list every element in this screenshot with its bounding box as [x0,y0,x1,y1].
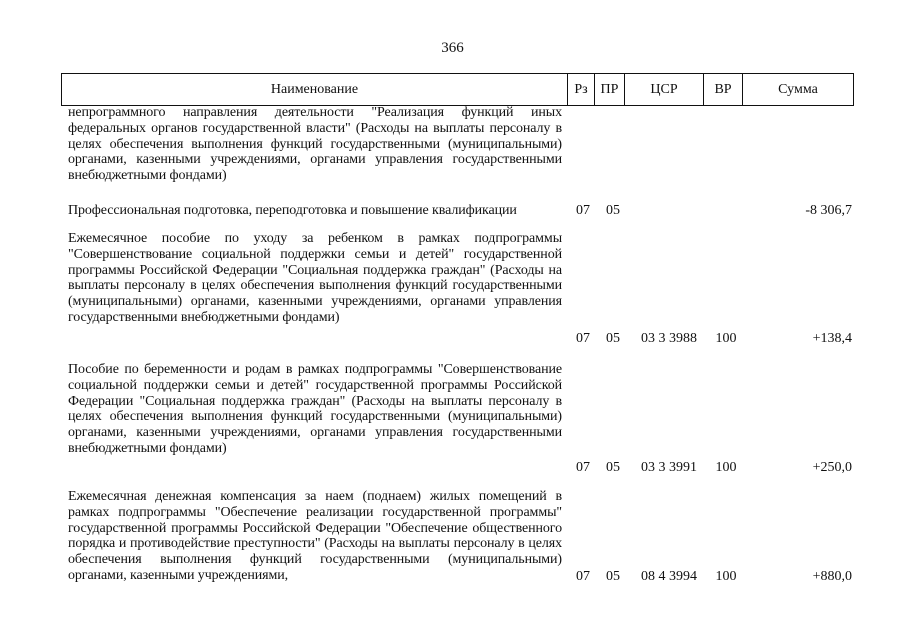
row-name: Профессиональная подготовка, переподготовка и повышение квалификации [68,203,517,218]
row-name: непрограммного направления деятельности "Реализация функций иных федеральных органов государственной власти" (Расходы на выплаты персоналу в целях обеспечения выполнения функций государственными (муниципальными) органами, казенными учреждениями, органами управления государственными внебюджетными фондами) [68,105,562,184]
row-vr: 100 [715,569,737,584]
row-rz: 07 [576,569,590,584]
row-pr: 05 [606,569,620,584]
row-pr: 05 [606,203,620,218]
header-name: Наименование [270,82,359,97]
header-pr: ПР [594,74,624,105]
row-name: Ежемесячное пособие по уходу за ребенком в рамках подпрограммы "Совершенствование социальной поддержки семьи и детей" государственной программы Российской Федерации "Социальная поддержка граждан" (Расходы на выплаты персоналу в целях обеспечения выполнения функций государственными (муниципальными) органами, казенными учреждениями, органами управления государственными внебюджетными фондами) [68,231,562,325]
row-name: Пособие по беременности и родам в рамках подпрограммы "Совершенствование социальной поддержки семьи и детей" государственной программы Российской Федерации "Социальная поддержка граждан" (Расходы на выплаты персоналу в целях обеспечения выполнения функций государственными (муниципальными) органами, казенными учреждениями, органами управления государственными внебюджетными фондами) [68,362,562,456]
row-pr: 05 [606,331,620,346]
header-sum: Сумма [742,74,853,105]
row-csr: 03 3 3991 [641,460,697,475]
row-vr: 100 [715,460,737,475]
row-rz: 07 [576,331,590,346]
header-rz: Рз [567,74,594,105]
row-csr: 08 4 3994 [641,569,697,584]
row-sum: -8 306,7 [805,203,852,218]
table-header [61,73,854,106]
row-csr: 03 3 3988 [641,331,697,346]
row-sum: +138,4 [812,331,852,346]
header-vr: ВР [703,74,742,105]
row-rz: 07 [576,203,590,218]
page-number: 366 [441,40,464,56]
row-rz: 07 [576,460,590,475]
row-sum: +880,0 [812,569,852,584]
header-csr: ЦСР [624,74,703,105]
row-sum: +250,0 [812,460,852,475]
row-name: Ежемесячная денежная компенсация за наем (поднаем) жилых помещений в рамках подпрограммы "Обеспечение реализации государственной программы" государственной программы Российской Федерации "Обеспечение общественного порядка и противодействие преступности" (Расходы на выплаты персоналу в целях обеспечения выполнения функций государственными (муниципальными) органами, казенными учреждениями, [68,489,562,583]
row-vr: 100 [715,331,737,346]
row-pr: 05 [606,460,620,475]
